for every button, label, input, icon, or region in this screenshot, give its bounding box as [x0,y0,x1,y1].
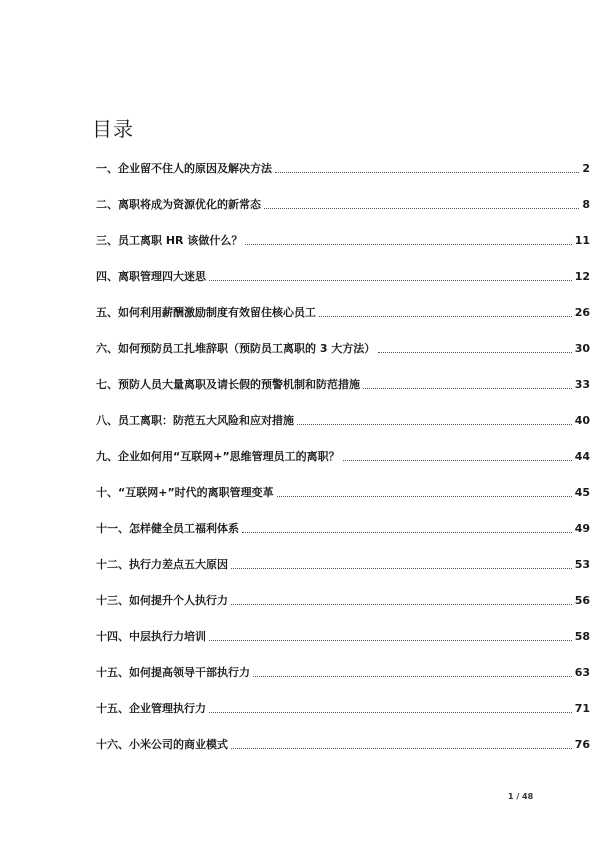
toc-entry-label: 十五、企业管理执行力 [96,702,206,715]
toc-entry-page-number: 49 [574,522,590,535]
toc-entry[interactable] [96,393,590,429]
toc-entry[interactable] [96,429,590,465]
toc-entry[interactable] [96,321,590,357]
toc-dot-leader [297,424,572,425]
toc-dot-leader [209,640,572,641]
toc-dot-leader [378,352,571,353]
toc-entry-page-number: 26 [574,306,590,319]
toc-dot-leader [231,748,572,749]
toc-entry-label: 十四、中层执行力培训 [96,630,206,643]
toc-entry-page-number: 30 [574,342,590,355]
toc-entry[interactable] [96,681,590,717]
toc-entry[interactable] [96,357,590,393]
toc-entry-label: 十六、小米公司的商业模式 [96,738,228,751]
toc-dot-leader [264,208,579,209]
toc-list [96,141,590,753]
toc-entry-label: 九、企业如何用“互联网+”思维管理员工的离职？ [96,450,340,463]
toc-entry[interactable] [96,645,590,681]
toc-entry-label: 五、如何利用薪酬激励制度有效留住核心员工 [96,306,316,319]
toc-entry-page-number: 44 [574,450,590,463]
toc-dot-leader [231,568,572,569]
toc-entry[interactable] [96,285,590,321]
toc-entry-page-number: 53 [574,558,590,571]
page-number: 1 / 48 [508,792,534,801]
toc-entry-label: 六、如何预防员工扎堆辞职（预防员工离职的 3 大方法） [96,342,376,355]
toc-dot-leader [363,388,572,389]
toc-entry[interactable] [96,717,590,753]
toc-entry-label: 十一、怎样健全员工福利体系 [96,522,239,535]
toc-title: 目录 [92,117,134,142]
toc-entry-label: 七、预防人员大量离职及请长假的预警机制和防范措施 [96,378,360,391]
toc-entry-page-number: 71 [574,702,590,715]
toc-dot-leader [242,532,572,533]
toc-entry[interactable] [96,573,590,609]
toc-dot-leader [209,280,572,281]
toc-entry-page-number: 58 [574,630,590,643]
toc-entry-label: 十、“互联网+”时代的离职管理变革 [96,486,274,499]
toc-entry-page-number: 45 [574,486,590,499]
toc-dot-leader [275,172,579,173]
toc-entry-page-number: 33 [574,378,590,391]
toc-entry-label: 八、员工离职：防范五大风险和应对措施 [96,414,294,427]
toc-entry-label: 一、企业留不住人的原因及解决方法 [96,162,272,175]
toc-dot-leader [209,712,572,713]
toc-entry-page-number: 76 [574,738,590,751]
toc-dot-leader [245,244,571,245]
toc-entry[interactable] [96,213,590,249]
toc-entry-label: 三、员工离职 HR 该做什么？ [96,234,243,247]
toc-entry[interactable] [96,501,590,537]
toc-entry-page-number: 11 [574,234,590,247]
toc-entry-page-number: 56 [574,594,590,607]
toc-entry[interactable] [96,249,590,285]
toc-entry-label: 二、离职将成为资源优化的新常态 [96,198,261,211]
toc-entry-label: 十三、如何提升个人执行力 [96,594,228,607]
toc-dot-leader [253,676,572,677]
toc-dot-leader [343,460,572,461]
toc-entry-label: 十五、如何提高领导干部执行力 [96,666,250,679]
toc-entry[interactable] [96,609,590,645]
toc-entry-label: 十二、执行力差点五大原因 [96,558,228,571]
toc-dot-leader [277,496,572,497]
toc-entry-page-number: 2 [582,162,590,175]
toc-entry-page-number: 40 [574,414,590,427]
toc-entry-page-number: 63 [574,666,590,679]
toc-entry-label: 四、离职管理四大迷思 [96,270,206,283]
toc-entry[interactable] [96,537,590,573]
toc-dot-leader [319,316,572,317]
toc-entry[interactable] [96,177,590,213]
toc-entry-page-number: 8 [582,198,590,211]
toc-entry[interactable] [96,141,590,177]
toc-entry[interactable] [96,465,590,501]
toc-entry-page-number: 12 [574,270,590,283]
toc-dot-leader [231,604,572,605]
